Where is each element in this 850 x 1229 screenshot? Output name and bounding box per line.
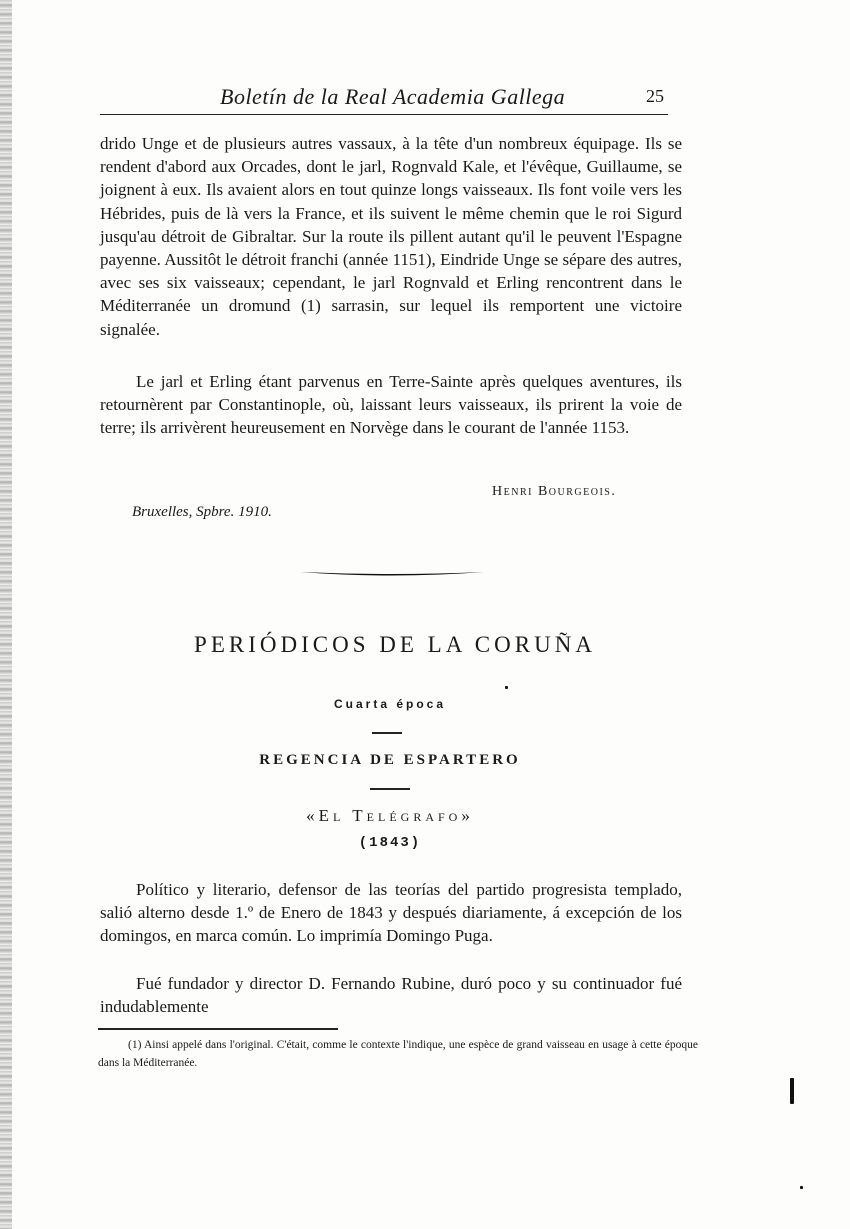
author-signature: Henri Bourgeois. <box>492 484 617 499</box>
epoch-subheading: Cuarta época <box>333 697 447 711</box>
paragraph-french-2: Le jarl et Erling étant parvenus en Terre-Sainte après quelques aventures, ils retournèrent par Constantinople, où, laissant leurs vaisseaux, ils prirent la voie de terre; ils arrivèrent heureusement en Norvège dans le courant de l'année 1153. <box>100 372 682 438</box>
scan-edge <box>0 0 12 1229</box>
page-number: 25 <box>646 86 664 106</box>
ink-speck <box>800 1186 803 1189</box>
paragraph-spanish-1: Político y literario, defensor de las teorías del partido progresista templado, salió alterno desde 1.º de Enero de 1843 y después diariamente, á excepción de los domingos, en marca común. Lo imprimía Domingo Puga. <box>100 880 682 946</box>
paragraph-french-1: drido Unge et de plusieurs autres vassaux, à la tête d'un nombreux équipage. Ils se rendent d'abord aux Orcades, dont le jarl, Rognvald Kale, et l'évêque, Guillaume, se joignent à eux. Ils avaient alors en tout quinze longs vaisseaux. Ils font voile vers les Hébrides, puis de là vers la France, et ils suivent le même chemin que le roi Sigurd jusqu'au détroit de Gibraltar. Sur la route ils pillent autant qu'il le peuvent l'Espagne payenne. Aussitôt le détroit franchi (année 1151), Eindride Unge se sépare des autres, avec ses six vaisseaux; cependant, le jarl Rognvald et Erling rencontrent dans le Méditerranée un dromund (1) sarrasin, sur lequel ils remportent une victoire signalée. <box>100 134 682 339</box>
footnote: (1) Ainsi appelé dans l'original. C'était, comme le contexte l'indique, une espèce de grand vaisseau en usage à cette époque dans la Méditerranée. <box>98 1039 698 1069</box>
footnote-rule <box>98 1028 338 1030</box>
ink-speck <box>505 686 508 689</box>
ink-speck <box>790 1078 794 1104</box>
paragraph-spanish-2: Fué fundador y director D. Fernando Rubine, duró poco y su continuador fué indudablemente <box>100 974 682 1017</box>
newspaper-name: «El Telégrafo» <box>306 806 474 825</box>
ornamental-divider <box>298 567 486 579</box>
regency-subheading: REGENCIA DE ESPARTERO <box>259 752 521 768</box>
place-date-line: Bruxelles, Spbre. 1910. <box>132 504 272 520</box>
newspaper-year: (1843) <box>358 835 422 851</box>
short-rule <box>372 732 402 734</box>
running-header <box>100 84 668 115</box>
section-title: PERIÓDICOS DE LA CORUÑA <box>194 632 596 657</box>
journal-title: Boletín de la Real Academia Gallega <box>220 84 566 109</box>
short-rule <box>370 788 410 790</box>
